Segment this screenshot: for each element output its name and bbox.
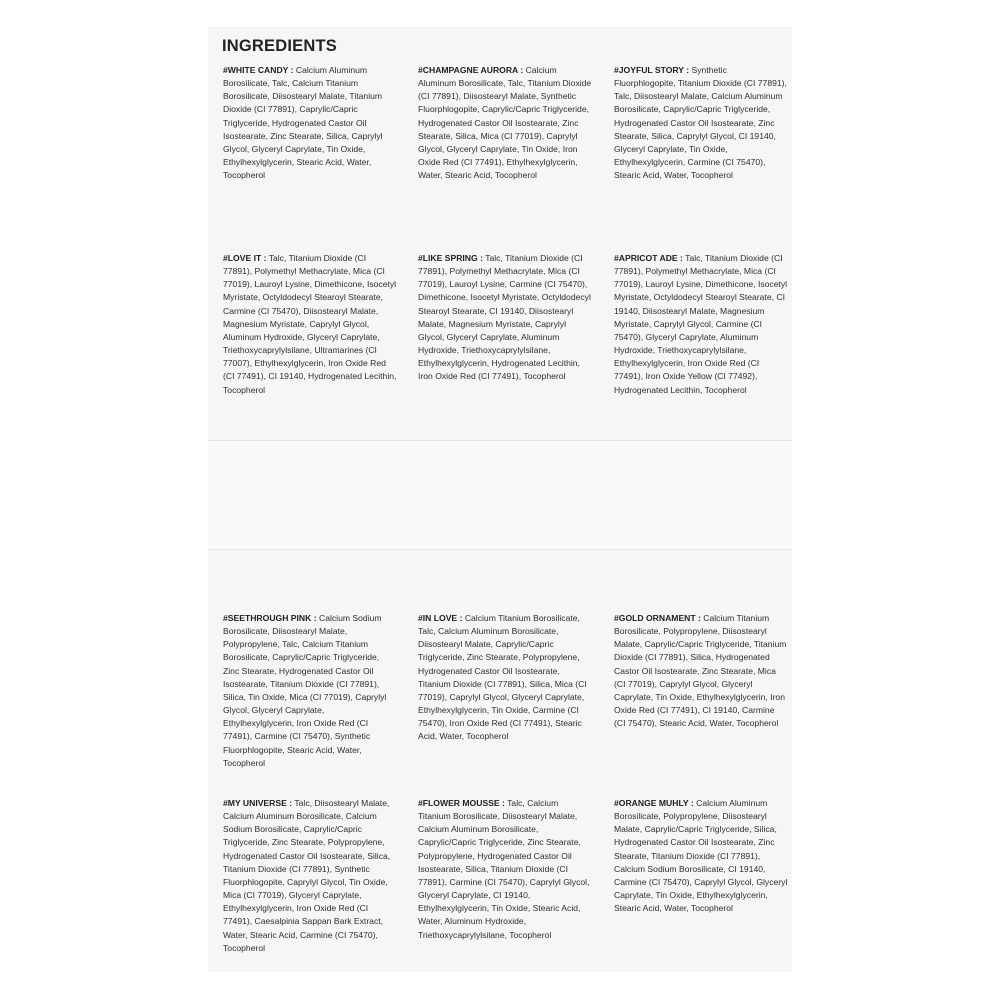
- ingredient-entry-gold-ornament: [614, 612, 788, 730]
- shade-name: #JOYFUL STORY :: [614, 65, 690, 75]
- ingredient-entry-love-it: [223, 252, 397, 397]
- shade-name: #APRICOT ADE :: [614, 253, 683, 263]
- ingredient-list: Calcium Sodium Borosilicate, Diisostearyl Malate, Polypropylene, Talc, Calcium Titanium Borosilicate, Caprylic/Capric Triglyceride, Zinc Stearate, Hydrogenated Castor Oil Isostearate, Titanium Dioxide (CI 77891), Silica, Tin Oxide, Mica (CI 77019), Caprylyl Glycol, Glyceryl Caprylate, Ethylhexylglycerin, Iron Oxide Red (CI 77491), Carmine (CI 75470), Synthetic Fluorphlogopite, Stearic Acid, Water, Tocopherol: [223, 613, 387, 768]
- shade-name: #FLOWER MOUSSE :: [418, 798, 505, 808]
- ingredient-entry-apricot-ade: [614, 252, 788, 397]
- ingredient-entry-orange-muhly: [614, 797, 788, 915]
- ingredient-list: Calcium Aluminum Borosilicate, Talc, Titanium Dioxide (CI 77891), Diisostearyl Malate, Synthetic Fluorphlogopite, Caprylic/Capric Triglyceride, Hydrogenated Castor Oil Isostearate, Zinc Stearate, Silica, Mica (CI 77019), Caprylyl Glycol, Glyceryl Caprylate, Tin Oxide, Iron Oxide Red (CI 77491), Ethylhexylglycerin, Water, Stearic Acid, Tocopherol: [418, 65, 592, 181]
- shade-name: #LOVE IT :: [223, 253, 267, 263]
- shade-name: #ORANGE MUHLY :: [614, 798, 694, 808]
- ingredient-entry-in-love: [418, 612, 592, 744]
- shade-name: #CHAMPAGNE AURORA :: [418, 65, 524, 75]
- ingredient-entry-white-candy: [223, 64, 397, 182]
- shade-name: #SEETHROUGH PINK :: [223, 613, 317, 623]
- ingredient-entry-like-spring: [418, 252, 592, 384]
- shade-name: #MY UNIVERSE :: [223, 798, 293, 808]
- label-fold-strip: [208, 441, 792, 550]
- ingredient-list: Talc, Diisostearyl Malate, Calcium Aluminum Borosilicate, Calcium Sodium Borosilicate, Caprylic/Capric Triglyceride, Zinc Stearate, Polypropylene, Hydrogenated Castor Oil Isostearate, Silica, Titanium Dioxide (CI 77891), Synthetic Fluorphlogopite, Caprylyl Glycol, Tin Oxide, Mica (CI 77019), Glyceryl Caprylate, Ethylhexylglycerin, Iron Oxide Red (CI 77491), Caesalpinia Sappan Bark Extract, Water, Stearic Acid, Carmine (CI 75470), Tocopherol: [223, 798, 391, 953]
- shade-name: #IN LOVE :: [418, 613, 463, 623]
- ingredient-list: Talc, Titanium Dioxide (CI 77891), Polymethyl Methacrylate, Mica (CI 77019), Lauroyl Lysine, Carmine (CI 75470), Dimethicone, Isocetyl Myristate, Octyldodecyl Stearoyl Stearate, CI 19140, Diisostearyl Malate, Magnesium Myristate, Caprylyl Glycol, Glyceryl Caprylate, Aluminum Hydroxide, Triethoxycaprylylsilane, Ethylhexylglycerin, Hydrogenated Lecithin, Iron Oxide Red (CI 77491), Tocopherol: [418, 253, 591, 382]
- shade-name: #LIKE SPRING :: [418, 253, 483, 263]
- ingredient-entry-joyful-story: [614, 64, 788, 182]
- shade-name: #GOLD ORNAMENT :: [614, 613, 701, 623]
- ingredient-entry-flower-mousse: [418, 797, 592, 942]
- ingredient-list: Calcium Aluminum Borosilicate, Talc, Calcium Titanium Borosilicate, Diisostearyl Malate, Titanium Dioxide (CI 77891), Caprylic/Capric Triglyceride, Hydrogenated Castor Oil Isostearate, Zinc Stearate, Silica, Caprylyl Glycol, Glyceryl Caprylate, Tin Oxide, Ethylhexylglycerin, Stearic Acid, Water, Tocopherol: [223, 65, 383, 181]
- ingredient-list: Calcium Aluminum Borosilicate, Polypropylene, Diisostearyl Malate, Caprylic/Capric Triglyceride, Silica, Hydrogenated Castor Oil Isostearate, Zinc Stearate, Titanium Dioxide (CI 77891), Calcium Sodium Borosilicate, CI 19140, Carmine (CI 75470), Caprylyl Glycol, Glyceryl Caprylate, Tin Oxide, Ethylhexylglycerin, Stearic Acid, Water, Tocopherol: [614, 798, 788, 914]
- ingredient-list: Talc, Titanium Dioxide (CI 77891), Polymethyl Methacrylate, Mica (CI 77019), Lauroyl Lysine, Dimethicone, Isocetyl Myristate, Octyldodecyl Stearoyl Stearate, Carmine (CI 75470), Diisostearyl Malate, Magnesium Myristate, Caprylyl Glycol, Aluminum Hydroxide, Glyceryl Caprylate, Triethoxycaprylylsilane, Ultramarines (CI 77007), Ethylhexylglycerin, Iron Oxide Red (CI 77491), CI 19140, Hydrogenated Lecithin, Tocopherol: [223, 253, 397, 395]
- ingredient-list: Talc, Calcium Titanium Borosilicate, Diisostearyl Malate, Calcium Aluminum Borosilicate, Caprylic/Capric Triglyceride, Zinc Stearate, Polypropylene, Hydrogenated Castor Oil Isostearate, Silica, Titanium Dioxide (CI 77891), Carmine (CI 75470), Caprylyl Glycol, Glyceryl Caprylate, CI 19140, Ethylhexylglycerin, Tin Oxide, Stearic Acid, Water, Aluminum Hydroxide, Triethoxycaprylylsilane, Tocopherol: [418, 798, 590, 940]
- ingredient-list: Synthetic Fluorphlogopite, Titanium Dioxide (CI 77891), Talc, Diisostearyl Malate, Calcium Aluminum Borosilicate, Caprylic/Capric Triglyceride, Hydrogenated Castor Oil Isostearate, Zinc Stearate, Silica, Caprylyl Glycol, CI 19140, Glyceryl Caprylate, Tin Oxide, Ethylhexylglycerin, Carmine (CI 75470), Stearic Acid, Water, Tocopherol: [614, 65, 787, 181]
- ingredient-entry-champagne-aurora: [418, 64, 592, 182]
- ingredient-list: Calcium Titanium Borosilicate, Talc, Calcium Aluminum Borosilicate, Diisostearyl Malate, Caprylic/Capric Triglyceride, Zinc Stearate, Polypropylene, Hydrogenated Castor Oil Isostearate, Titanium Dioxide (CI 77891), Silica, Mica (CI 77019), Caprylyl Glycol, Glyceryl Caprylate, Ethylhexylglycerin, Tin Oxide, Carmine (CI 75470), Iron Oxide Red (CI 77491), Stearic Acid, Water, Tocopherol: [418, 613, 587, 742]
- ingredient-list: Talc, Titanium Dioxide (CI 77891), Polymethyl Methacrylate, Mica (CI 77019), Lauroyl Lysine, Dimethicone, Isocetyl Myristate, Octyldodecyl Stearoyl Stearate, CI 19140, Diisostearyl Malate, Magnesium Myristate, Caprylyl Glycol, Carmine (CI 75470), Glyceryl Caprylate, Aluminum Hydroxide, Triethoxycaprylylsilane, Ethylhexylglycerin, Iron Oxide Red (CI 77491), Iron Oxide Yellow (CI 77492), Hydrogenated Lecithin, Tocopherol: [614, 253, 788, 395]
- shade-name: #WHITE CANDY :: [223, 65, 294, 75]
- ingredients-heading: INGREDIENTS: [222, 37, 337, 55]
- ingredient-entry-seethrough-pink: [223, 612, 397, 770]
- ingredient-list: Calcium Titanium Borosilicate, Polypropylene, Diisostearyl Malate, Caprylic/Capric Triglyceride, Titanium Dioxide (CI 77891), Silica, Hydrogenated Castor Oil Isostearate, Zinc Stearate, Mica (CI 77019), Caprylyl Glycol, Glyceryl Caprylate, Tin Oxide, Ethylhexylglycerin, Iron Oxide Red (CI 77491), CI 19140, Carmine (CI 75470), Stearic Acid, Water, Tocopherol: [614, 613, 787, 729]
- ingredient-entry-my-universe: [223, 797, 397, 955]
